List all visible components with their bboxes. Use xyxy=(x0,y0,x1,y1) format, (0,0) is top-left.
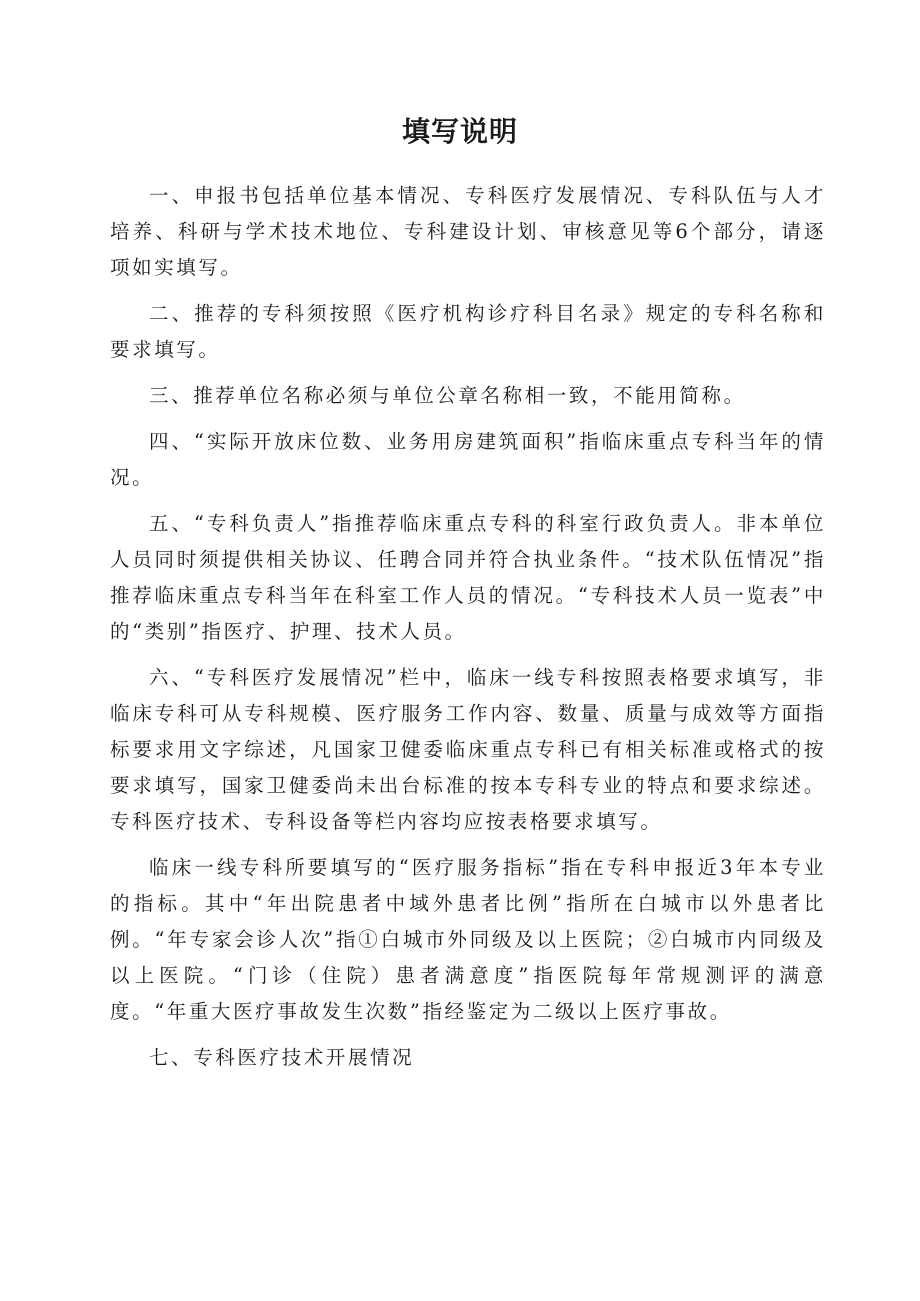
paragraph-5: 五、“专科负责人”指推荐临床重点专科的科室行政负责人。非本单位人员同时须提供相关协议、任聘合同并符合执业条件。“技术队伍情况”指推荐临床重点专科当年在科室工作人员的情况。“专科技术人员一览表”中的“类别”指医疗、护理、技术人员。 xyxy=(110,512,826,643)
paragraph-7: 临床一线专科所要填写的“医疗服务指标”指在专科申报近3年本专业的指标。其中“年出院患者中域外患者比例”指所在白城市以外患者比例。“年专家会诊人次”指①白城市外同级及以上医院；②白城市内同级及以上医院。“门诊（住院）患者满意度”指医院每年常规测评的满意度。“年重大医疗事故发生次数”指经鉴定为二级以上医疗事故。 xyxy=(110,856,826,1023)
paragraph-3: 三、推荐单位名称必须与单位公章名称相一致，不能用简称。 xyxy=(149,384,746,407)
paragraph-8: 七、专科医疗技术开展情况 xyxy=(149,1046,415,1069)
page-title: 填写说明 xyxy=(401,115,518,148)
instructions-body xyxy=(110,178,826,1086)
paragraph-6: 六、“专科医疗发展情况”栏中，临床一线专科按照表格要求填写，非临床专科可从专科规模、医疗服务工作内容、数量、质量与成效等方面指标要求用文字综述，凡国家卫健委临床重点专科已有相关标准或格式的按要求填写，国家卫健委尚未出台标准的按本专科专业的特点和要求综述。专科医疗技术、专科设备等栏内容均应按表格要求填写。 xyxy=(110,666,826,833)
paragraph-4: 四、“实际开放床位数、业务用房建筑面积”指临床重点专科当年的情况。 xyxy=(110,430,826,489)
paragraph-2: 二、推荐的专科须按照《医疗机构诊疗科目名录》规定的专科名称和要求填写。 xyxy=(110,302,826,361)
paragraph-1: 一、申报书包括单位基本情况、专科医疗发展情况、专科队伍与人才培养、科研与学术技术地位、专科建设计划、审核意见等6个部分，请逐项如实填写。 xyxy=(110,184,826,279)
